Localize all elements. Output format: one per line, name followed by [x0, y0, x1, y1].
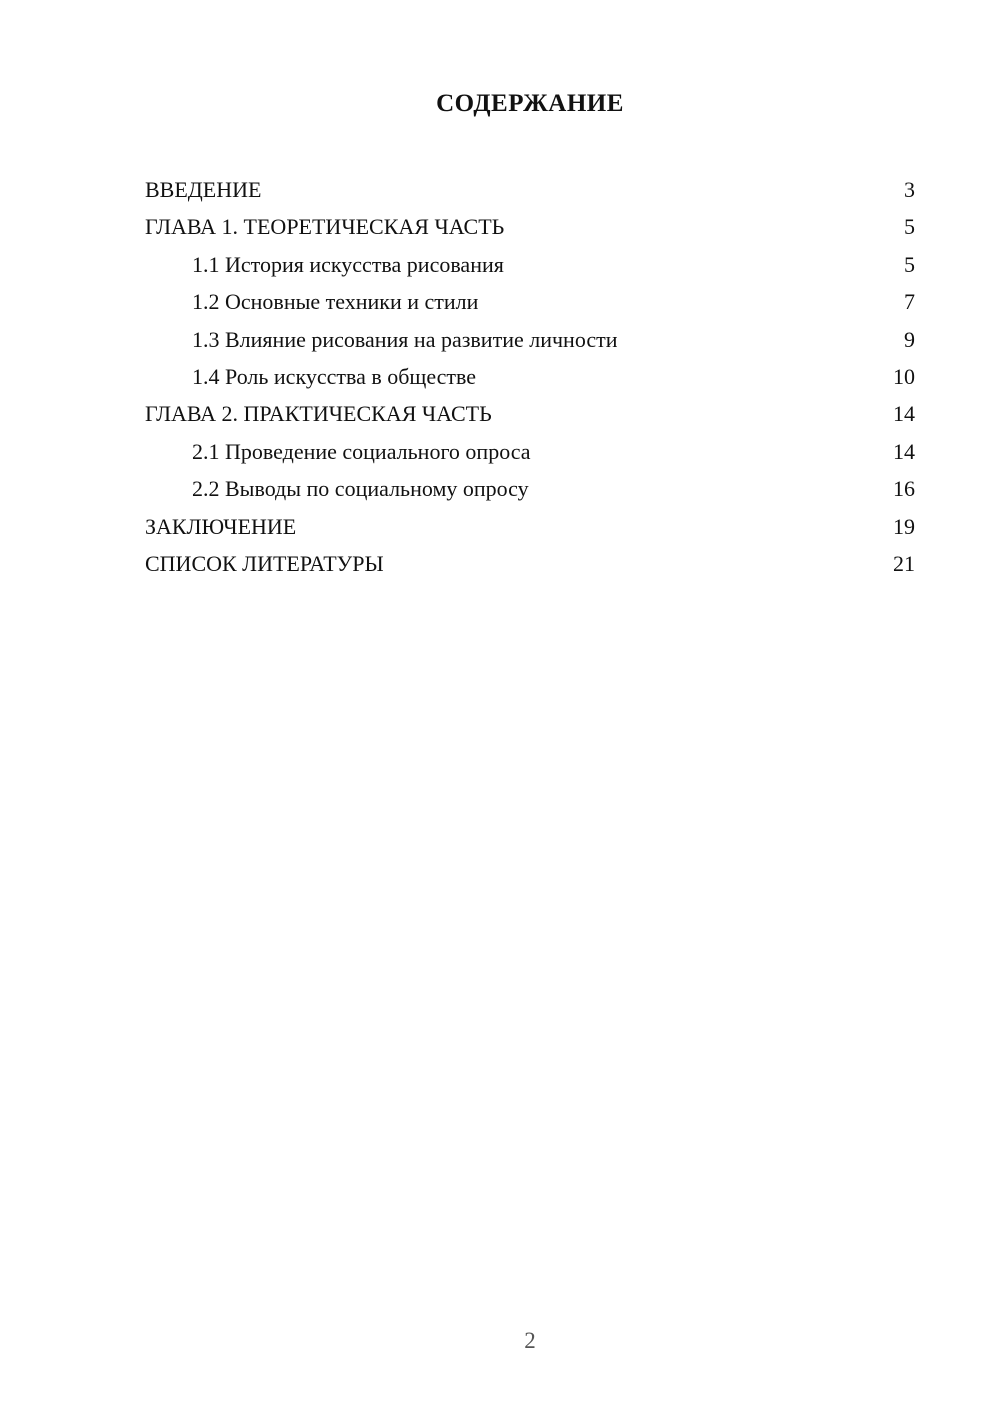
toc-entry [145, 508, 915, 545]
toc-entry-label: 1.1 История искусства рисования [192, 251, 504, 277]
toc-entry-label: ЗАКЛЮЧЕНИЕ [145, 513, 297, 539]
toc-entry-page: 19 [893, 513, 915, 539]
toc-entry-page: 10 [893, 363, 915, 389]
toc-entry [145, 321, 915, 358]
toc-entry-page: 5 [904, 214, 915, 240]
toc-entry-label: 2.1 Проведение социального опроса [192, 438, 531, 464]
toc-entry [145, 470, 915, 507]
toc-entry [145, 283, 915, 320]
toc-entry [145, 433, 915, 470]
toc-entry-label: СПИСОК ЛИТЕРАТУРЫ [145, 550, 384, 576]
toc-entry-page: 14 [893, 438, 915, 464]
toc-entry-page: 7 [904, 289, 915, 315]
footer-page-number: 2 [524, 1328, 536, 1353]
toc-entry-label: 1.3 Влияние рисования на развитие личности [192, 326, 618, 352]
toc-entry-page: 3 [904, 177, 915, 202]
toc-entry [145, 545, 915, 582]
toc-entry-page: 16 [893, 476, 915, 502]
toc-entry-label: ГЛАВА 1. ТЕОРЕТИЧЕСКАЯ ЧАСТЬ [145, 214, 505, 240]
toc-entry-page: 21 [893, 550, 915, 576]
toc-entry-label: ГЛАВА 2. ПРАКТИЧЕСКАЯ ЧАСТЬ [145, 401, 492, 427]
toc-entry-page: 14 [893, 401, 915, 427]
toc-entry-label: 2.2 Выводы по социальному опросу [192, 476, 529, 502]
toc-entry [145, 246, 915, 283]
toc-entry-page: 9 [904, 326, 915, 352]
toc-entry [145, 395, 915, 432]
toc-entry-label: 1.4 Роль искусства в обществе [192, 363, 477, 389]
table-of-contents [145, 171, 915, 582]
toc-entry [145, 208, 915, 245]
toc-entry-page: 5 [904, 251, 915, 277]
page-title: СОДЕРЖАНИЕ [436, 90, 624, 117]
toc-entry-label: ВВЕДЕНИЕ [145, 177, 262, 202]
toc-entry-label: 1.2 Основные техники и стили [192, 289, 479, 315]
toc-entry [145, 171, 915, 208]
toc-entry [145, 358, 915, 395]
